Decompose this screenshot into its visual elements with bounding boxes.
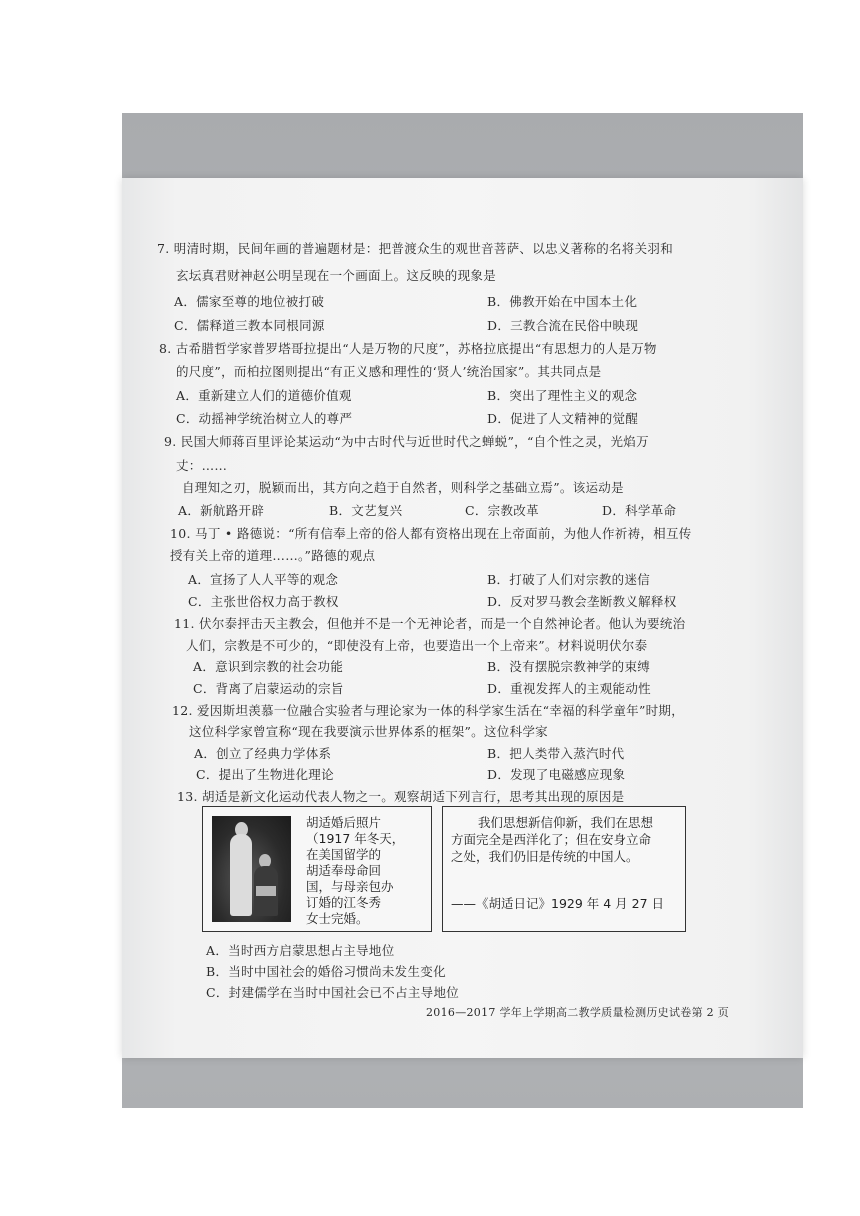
q13-option-c: C．封建儒学在当时中国社会已不占主导地位 (206, 985, 460, 1000)
q10-option-b: B．打破了人们对宗教的迷信 (487, 572, 651, 587)
q7-stem-line1: 7. 明清时期，民间年画的普遍题材是：把普渡众生的观世音菩萨、以忠义著称的名将关羽和 (157, 241, 674, 256)
q11-option-c: C．背离了启蒙运动的宗旨 (193, 681, 344, 696)
hu-shi-photo-box (202, 806, 432, 932)
q9-stem-line2: 丈：…… (176, 458, 228, 473)
q9-option-c: C．宗教改革 (465, 503, 539, 518)
q7-option-a: A．儒家至尊的地位被打破 (174, 294, 325, 309)
q12-option-b: B．把人类带入蒸汽时代 (487, 746, 625, 761)
q11-option-d: D．重视发挥人的主观能动性 (487, 681, 651, 696)
groom-figure (230, 834, 252, 916)
hu-shi-diary-box (442, 806, 686, 932)
photo-caption-line5: 国，与母亲包办 (306, 879, 394, 894)
q12-option-c: C．提出了生物进化理论 (196, 767, 334, 782)
photo-caption-line4: 胡适奉母命回 (306, 863, 382, 878)
q8-option-b: B．突出了理性主义的观念 (487, 388, 638, 403)
q7-option-d: D．三教合流在民俗中映现 (487, 318, 639, 333)
q8-option-c: C．动摇神学统治树立人的尊严 (176, 411, 353, 426)
diary-quote-line3: 之处，我们仍旧是传统的中国人。 (451, 849, 639, 864)
q11-option-b: B．没有摆脱宗教神学的束缚 (487, 659, 651, 674)
photo-caption-line2: （1917 年冬天， (306, 831, 405, 846)
q13-option-a: A．当时西方启蒙思想占主导地位 (206, 943, 395, 958)
q11-stem-line2: 人们，宗教是不可少的，“即使没有上帝，也要造出一个上帝来”。材料说明伏尔泰 (186, 638, 648, 653)
q7-stem-line2: 玄坛真君财神赵公明呈现在一个画面上。这反映的现象是 (176, 268, 497, 283)
diary-quote-line2: 方面完全是西洋化了；但在安身立命 (451, 832, 652, 847)
q9-stem-line1: 9. 民国大师蒋百里评论某运动“为中古时代与近世时代之蝉蜕”，“自个性之灵，光焰万 (164, 434, 649, 449)
q13-stem: 13. 胡适是新文化运动代表人物之一。观察胡适下列言行，思考其出现的原因是 (177, 789, 625, 804)
diary-source: ——《胡适日记》1929 年 4 月 27 日 (451, 896, 665, 911)
q13-option-b: B．当时中国社会的婚俗习惯尚未发生变化 (206, 964, 446, 979)
q12-option-d: D．发现了电磁感应现象 (487, 767, 626, 782)
q7-option-b: B．佛教开始在中国本土化 (487, 294, 638, 309)
q11-stem-line1: 11. 伏尔泰抨击天主教会，但他并不是一个无神论者，而是一个自然神论者。他认为要统治 (174, 616, 686, 631)
q9-option-b: B．文艺复兴 (329, 503, 403, 518)
diary-quote-line1: 我们思想新信仰新，我们在思想 (478, 815, 654, 830)
photo-caption-line3: 在美国留学的 (306, 847, 382, 862)
photo-caption-line1: 胡适婚后照片 (306, 815, 382, 830)
q9-stem-line3: 自理知之刃，脱颖而出，其方向之趋于自然者，则科学之基础立焉”。该运动是 (182, 480, 624, 495)
q8-option-d: D．促进了人文精神的觉醒 (487, 411, 639, 426)
q9-option-a: A．新航路开辟 (178, 503, 265, 518)
q8-stem-line1: 8. 古希腊哲学家普罗塔哥拉提出“人是万物的尺度”，苏格拉底提出“有思想力的人是万物 (159, 341, 657, 356)
q9-option-d: D．科学革命 (602, 503, 677, 518)
photo-caption-line7: 女士完婚。 (306, 911, 369, 926)
photo-caption-line6: 订婚的江冬秀 (306, 895, 382, 910)
q12-stem-line1: 12. 爱因斯坦羡慕一位融合实验者与理论家为一体的科学家生活在“幸福的科学童年”时期， (172, 703, 685, 718)
q12-stem-line2: 这位科学家曾宣称“现在我要演示世界体系的框架”。这位科学家 (189, 724, 548, 739)
q8-option-a: A．重新建立人们的道德价值观 (176, 388, 352, 403)
q10-option-c: C．主张世俗权力高于教权 (188, 594, 339, 609)
q8-stem-line2: 的尺度”，而柏拉图则提出“有正义感和理性的‘贤人’统治国家”。其共同点是 (176, 364, 602, 379)
q12-option-a: A．创立了经典力学体系 (194, 746, 332, 761)
q10-stem-line1: 10. 马丁 • 路德说：“所有信奉上帝的俗人都有资格出现在上帝面前，为他人作祈祷，相互传 (170, 526, 692, 541)
q11-option-a: A．意识到宗教的社会功能 (193, 659, 344, 674)
bride-lap (256, 886, 276, 896)
q10-option-d: D．反对罗马教会垄断教义解释权 (487, 594, 677, 609)
q7-option-c: C．儒释道三教本同根同源 (174, 318, 325, 333)
wedding-photo (212, 816, 291, 922)
page-footer: 2016—2017 学年上学期高二教学质量检测历史试卷第 2 页 (426, 1006, 730, 1019)
q10-stem-line2: 授有关上帝的道理……。”路德的观点 (170, 548, 376, 563)
q10-option-a: A．宣扬了人人平等的观念 (188, 572, 339, 587)
